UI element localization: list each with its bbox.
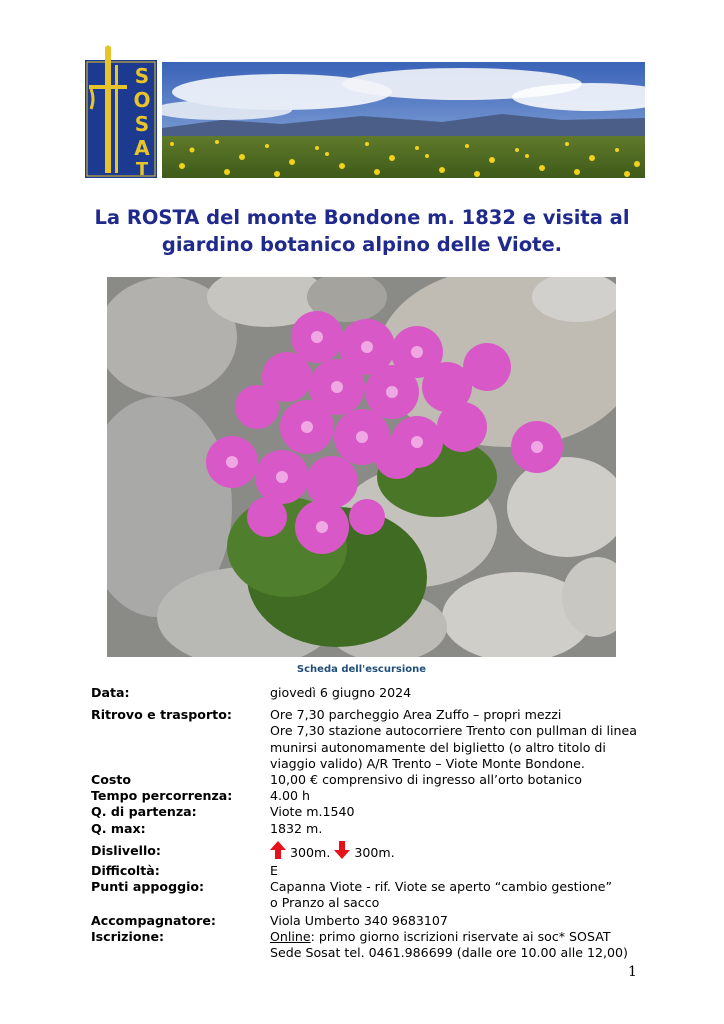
arrow-down-icon [334,841,350,859]
sosat-logo [85,45,157,178]
title-line-1: La ROSTA del monte Bondone m. 1832 e visita al [94,206,630,229]
detail-value [270,929,651,961]
detail-value: E [270,863,278,879]
detail-line: o Pranzo al sacco [270,895,380,911]
detail-row-costo [91,772,651,788]
arrow-up-icon [270,841,286,859]
detail-label: Accompagnatore: [91,912,216,928]
header-banner-image [162,62,645,178]
detail-row-accompagnatore [91,913,651,929]
detail-value: Viote m.1540 [270,804,355,820]
detail-line: Sede Sosat tel. 0461.986699 (dalle ore 10.00 alle 12,00) [270,945,628,961]
detail-line: Capanna Viote - rif. Viote se aperto “cambio gestione” [270,879,613,895]
excursion-details [91,685,651,961]
detail-line: munirsi autonomamente del biglietto (o altro titolo di [270,739,606,755]
detail-label: Tempo percorrenza: [91,788,233,804]
detail-line: Ore 7,30 stazione autocorriere Trento con pullman di linea [270,723,637,739]
logo-letter: A [134,136,150,160]
detail-value: 4.00 h [270,788,311,804]
detail-text: : primo giorno iscrizioni riservate ai soc* SOSAT [310,928,611,944]
detail-row-max [91,821,651,837]
detail-label: Costo [91,772,132,788]
detail-label: Data: [91,685,130,700]
detail-line: viaggio valido) A/R Trento – Viote Monte Bondone. [270,755,585,771]
ascent-value: 300m. [290,844,331,860]
page-number: 1 [628,964,637,980]
detail-row-dislivello [91,841,651,861]
title-line-2: giardino botanico alpino delle Viote. [161,233,563,256]
detail-value [270,879,651,911]
detail-label: Iscrizione: [91,928,165,944]
detail-value [270,841,651,861]
online-link[interactable]: Online [270,928,311,944]
detail-row-data [91,685,651,701]
logo-letter: S [134,64,150,88]
descent-value: 300m. [354,844,395,860]
detail-row-difficolta [91,863,651,879]
detail-line [270,929,651,945]
detail-label: Ritrovo e trasporto: [91,707,232,723]
detail-row-partenza [91,804,651,820]
detail-label: Difficoltà: [91,863,160,879]
detail-row-tempo [91,788,651,804]
logo-letter: T [135,159,149,178]
detail-value: giovedì 6 giugno 2024 [270,685,412,700]
detail-row-appoggio [91,879,651,911]
flower-photo [107,277,616,657]
detail-line: Ore 7,30 parcheggio Area Zuffo – propri mezzi [270,707,562,723]
page-title [60,204,664,258]
detail-value: Viola Umberto 340 9683107 [270,912,448,928]
detail-label: Q. di partenza: [91,804,197,820]
detail-value: 1832 m. [270,820,323,836]
detail-value [270,707,651,772]
detail-row-ritrovo [91,707,651,772]
detail-value: 10,00 € comprensivo di ingresso all’orto botanico [270,772,582,788]
photo-caption: Scheda dell'escursione [296,664,427,675]
detail-row-iscrizione [91,929,651,961]
logo-letter: O [133,88,151,112]
detail-label: Q. max: [91,820,146,836]
detail-label: Punti appoggio: [91,879,205,895]
logo-letter: S [134,112,150,136]
detail-label: Dislivello: [91,842,161,858]
